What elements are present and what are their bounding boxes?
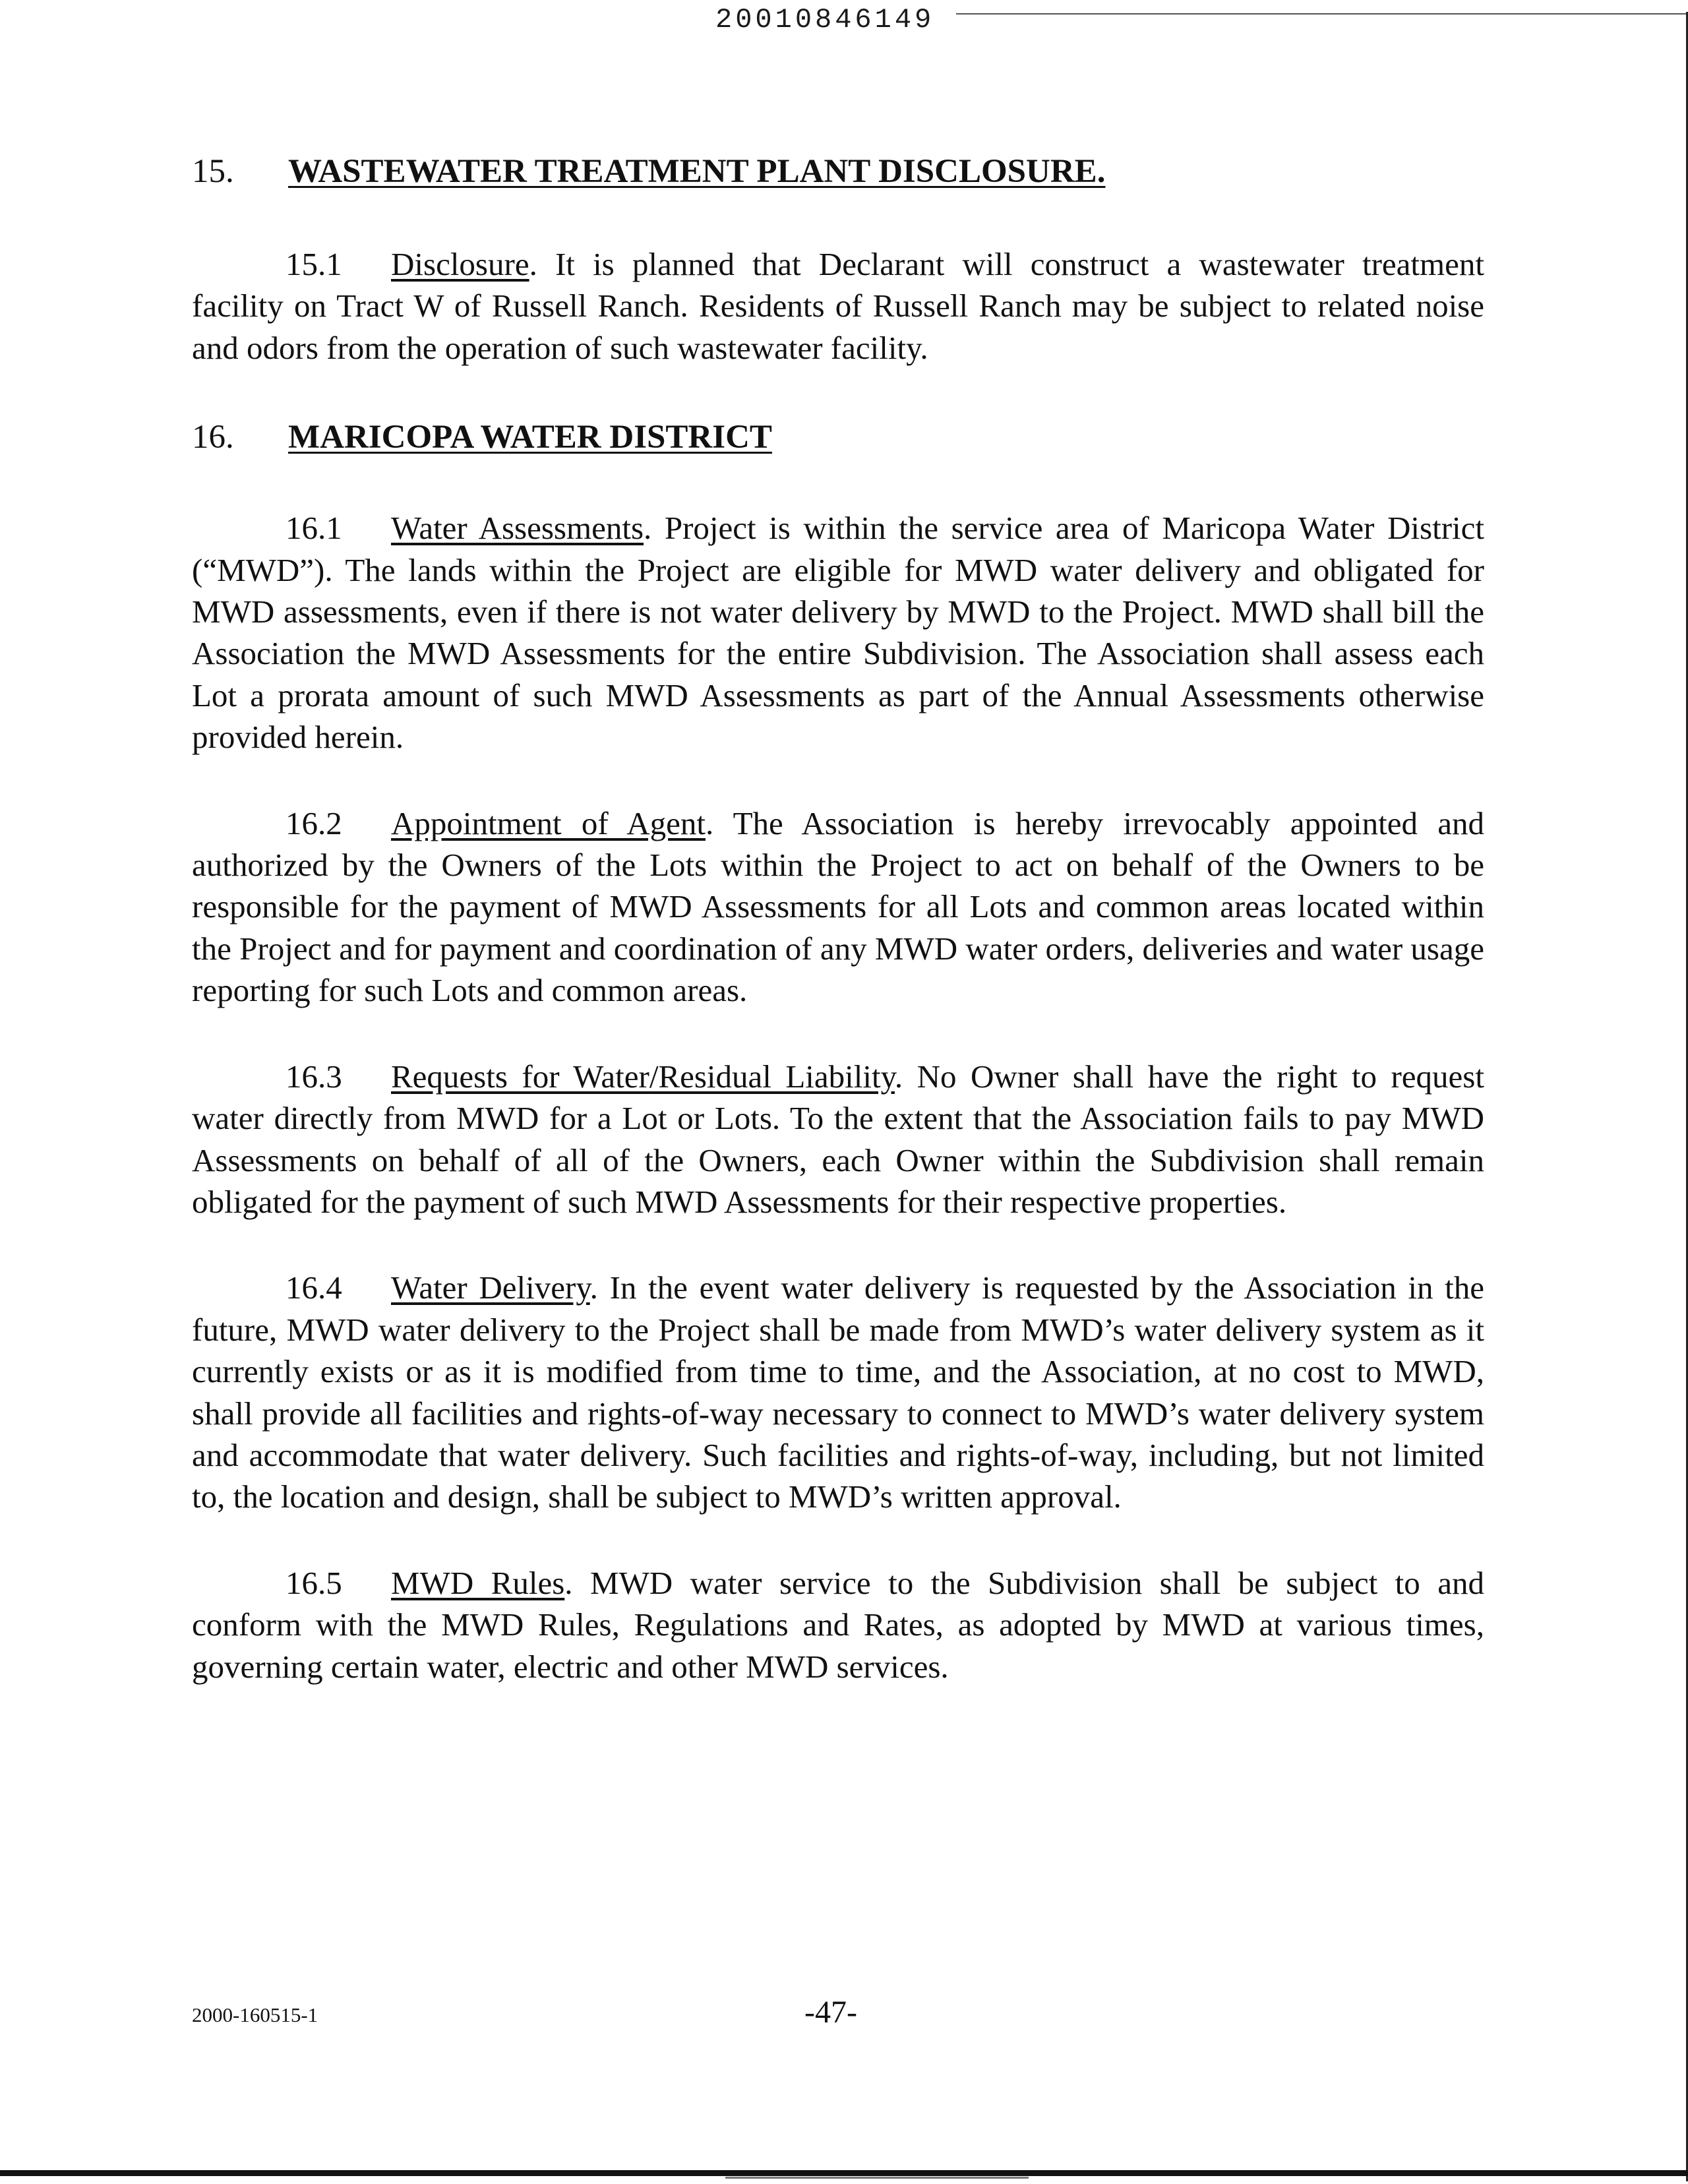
paragraph-title: Disclosure [391, 246, 529, 282]
paragraph-text: . In the event water delivery is requested by the Association in the future, MWD water delivery to the Project shall be made from MWD’s water delivery system as it currently exists or as it is modified from time to time, and the Association, at no cost to MWD, shall provide all facilities and rights-of-way necessary to connect to MWD’s water delivery system and accommodate that water delivery. Such facilities and rights-of-way, including, but not limited to, the location and design, shall be subject to MWD’s written approval. [192, 1269, 1484, 1515]
paragraph-16-4 [192, 1267, 1484, 1517]
footer-document-id: 2000-160515-1 [192, 2003, 318, 2026]
paragraph-title: Appointment of Agent [391, 804, 706, 841]
paragraph-text: . No Owner shall have the right to request water directly from MWD for a Lot or Lots. To the extent that the Association fails to pay MWD Assessments on behalf of all of the Owners, each Owner within the Subdivision shall remain obligated for the payment of such MWD Assessments for their respective properties. [192, 1058, 1484, 1220]
paragraph-text: . It is planned that Declarant will construct a wastewater treatment facility on Tract W of Russell Ranch. Residents of Russell Ranch may be subject to related noise and odors from the operation of such wastewater facility. [192, 246, 1484, 366]
paragraph-title: Requests for Water/Residual Liability [391, 1058, 895, 1095]
section-title: MARICOPA WATER DISTRICT [288, 419, 772, 456]
paragraph-number: 15.1 [286, 246, 342, 282]
paragraph-title: Water Assessments [391, 510, 644, 547]
paragraph-text: . The Association is hereby irrevocably appointed and authorized by the Owners of the Lots within the Project to act on behalf of the Owners to be responsible for the payment of MWD Assessments for all Lots and common areas located within the Project and for payment and coordination of any MWD water orders, deliveries and water usage reporting for such Lots and common areas. [192, 804, 1485, 1009]
paragraph-16-2 [192, 803, 1484, 1012]
paragraph-16-1 [192, 507, 1484, 758]
paragraph-number: 16.3 [286, 1058, 342, 1095]
section-title: WASTEWATER TREATMENT PLANT DISCLOSURE. [288, 153, 1106, 190]
section-heading-15 [192, 150, 1484, 193]
paragraph-number: 16.5 [286, 1564, 342, 1601]
bottom-rule-fade [725, 2177, 1029, 2179]
top-rule [956, 13, 1688, 15]
bottom-rule [0, 2170, 1688, 2176]
paragraph-title: MWD Rules [391, 1564, 565, 1601]
paragraph-16-3 [192, 1056, 1484, 1223]
document-body [192, 150, 1484, 1687]
paragraph-15-1 [192, 243, 1484, 369]
paragraph-number: 16.1 [286, 510, 342, 547]
paragraph-text: . MWD water service to the Subdivision shall be subject to and conform with the MWD Rules, Regulations and Rates, as adopted by MWD at various times, governing certain water, electric and other MWD services. [192, 1564, 1484, 1685]
paragraph-number: 16.4 [286, 1269, 342, 1306]
page-number: -47- [804, 1995, 857, 2030]
paragraph-title: Water Delivery [391, 1269, 590, 1306]
paragraph-16-5 [192, 1562, 1484, 1687]
section-number: 16. [192, 419, 234, 456]
section-number: 15. [192, 153, 234, 190]
paragraph-text: . Project is within the service area of Maricopa Water District (“MWD”). The lands within the Project are eligible for MWD water delivery and obligated for MWD assessments, even if there is not water delivery by MWD to the Project. MWD shall bill the Association the MWD Assessments for the entire Subdivision. The Association shall assess each Lot a prorata amount of such MWD Assessments as part of the Annual Assessments otherwise provided herein. [192, 510, 1484, 756]
paragraph-number: 16.2 [286, 804, 342, 841]
section-heading-16 [192, 416, 1484, 458]
document-number: 20010846149 [715, 4, 935, 36]
